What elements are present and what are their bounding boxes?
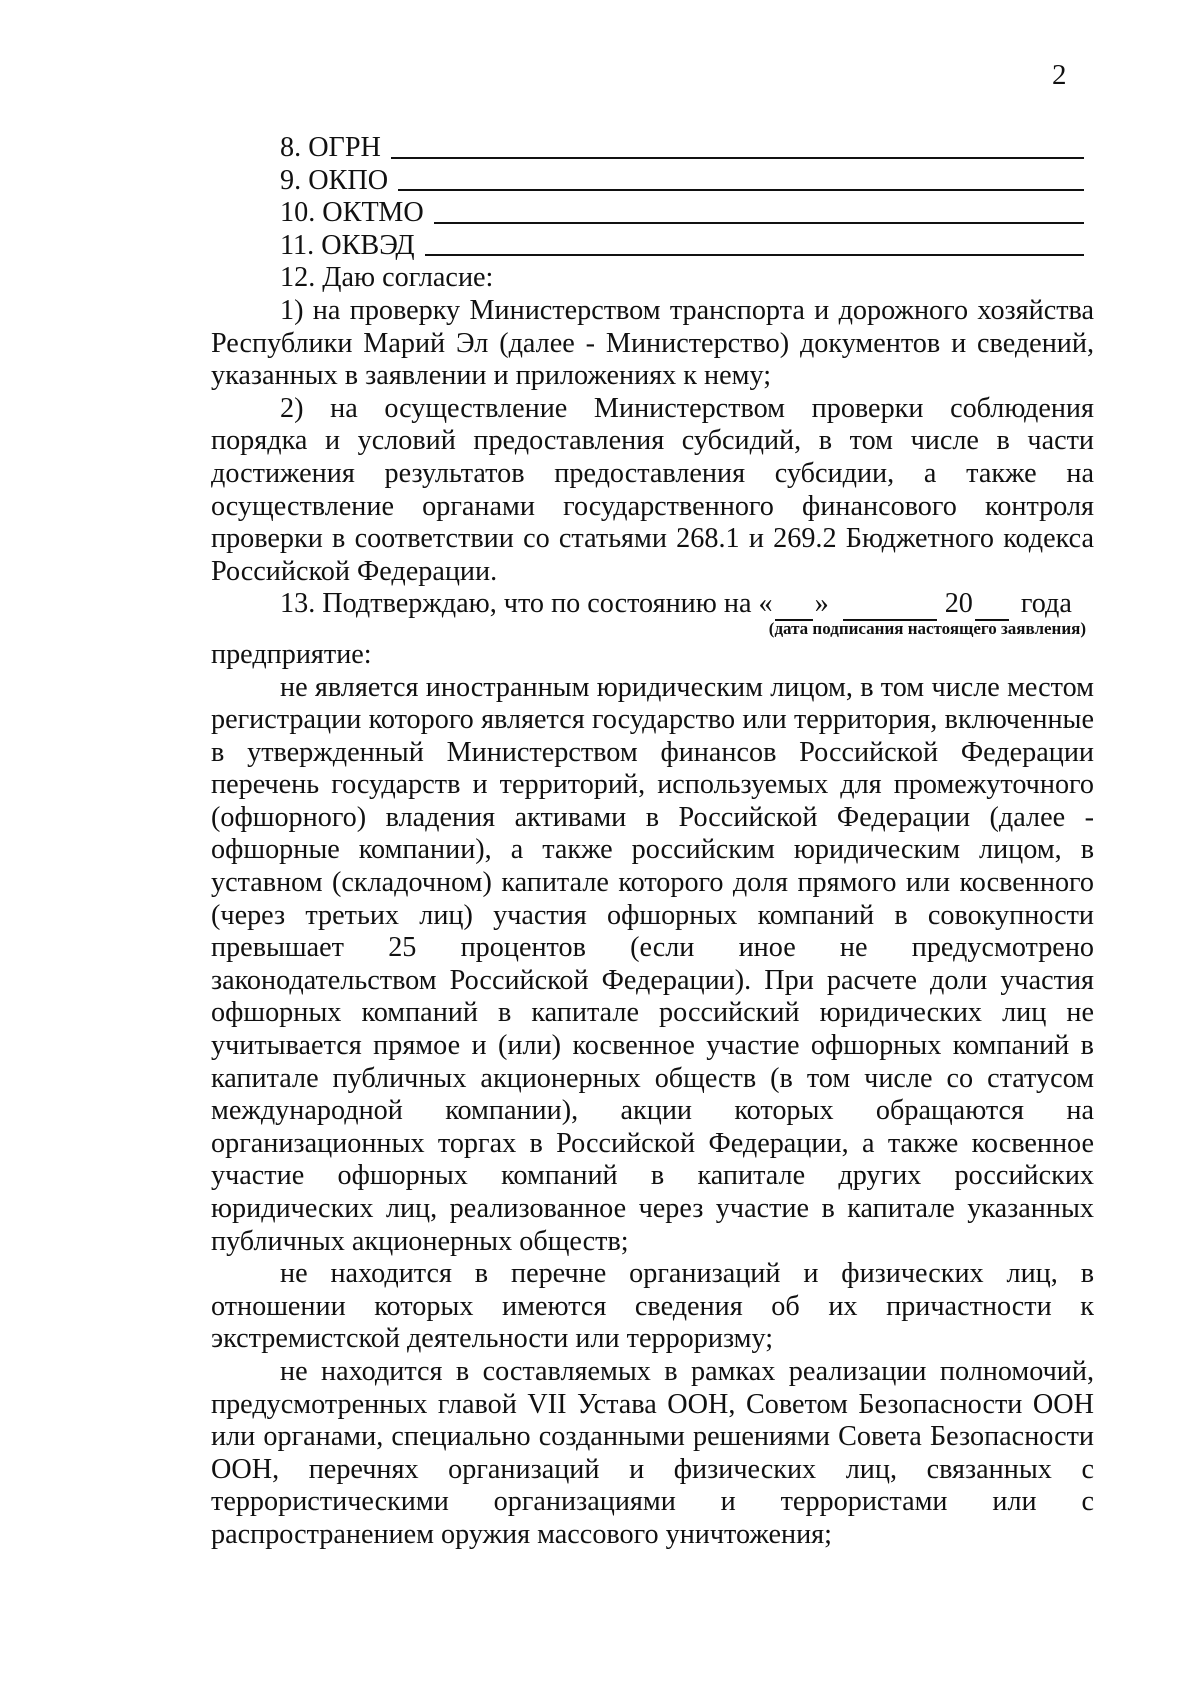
year-suffix: года: [1020, 588, 1072, 620]
field-label: 8. ОГРН: [280, 132, 381, 163]
paragraph-offshore: не является иностранным юридическим лицом, в том числе местом регистрации которого является государство или территория, включенные в утвержденный Министерством финансов Российской Федерации перечень государств и территорий, используемых для промежуточного (офшорного) владения активами в Российской Федерации (далее - офшорные компании), а также российским юридическим лицом, в уставном (складочном) капитале которого доля прямого или косвенного (через третьих лиц) участия офшорных компаний в совокупности превышает 25 процентов (если иное не предусмотрено законодательством Российской Федерации). При расчете доли участия офшорных компаний в капитале российский юридических лиц не учитывается прямое и (или) косвенное участие офшорных компаний в капитале публичных акционерных обществ (в том числе со статусом международной компании), акции которых обращаются на организационных торгах в Российской Федерации, а также косвенное участие офшорных компаний в капитале других российских юридических лиц, реализованное через участие в капитале указанных публичных акционерных обществ;: [211, 671, 1094, 1257]
field-label: 10. ОКТМО: [280, 197, 424, 229]
field-label: 11. ОКВЭД: [280, 229, 415, 261]
field-input-line[interactable]: [398, 189, 1084, 191]
field-input-line[interactable]: [391, 157, 1084, 159]
page-number: 2: [1052, 59, 1067, 91]
field-input-line[interactable]: [434, 222, 1084, 224]
document-body: [211, 132, 1094, 1552]
paragraph-un-lists: не находится в составляемых в рамках реализации полномочий, предусмотренных главой VII Устава ООН, Советом Безопасности ООН или органами, специально созданными решениями Совета Безопасности ООН, перечнях организаций и физических лиц, связанных с террористическими организациями и террористами или с распространением оружия массового уничтожения;: [211, 1355, 1094, 1550]
confirm-prefix: 13. Подтверждаю, что по состоянию на «: [280, 588, 773, 620]
consent-heading: 12. Даю согласие:: [280, 262, 494, 294]
year-prefix: 20: [944, 588, 973, 620]
field-ogrn: [211, 132, 1094, 165]
field-input-line[interactable]: [425, 254, 1084, 256]
paragraph-extremism: не находится в перечне организаций и физических лиц, в отношении которых имеются сведения об их причастности к экстремистской деятельности или терроризму;: [211, 1258, 1094, 1355]
date-caption: (дата подписания настоящего заявления): [768, 618, 1086, 638]
confirm-subject: предприятие:: [211, 638, 372, 670]
month-blank[interactable]: [843, 593, 937, 621]
day-blank[interactable]: [775, 593, 813, 621]
field-label: 9. ОКПО: [280, 164, 389, 196]
field-oktmo: [211, 197, 1094, 230]
consent-item-2: 2) на осуществление Министерством проверки соблюдения порядка и условий предоставления субсидий, в том числе в части достижения результатов предоставления субсидии, а также на осуществление органами государственного финансового контроля проверки в соответствии со статьями 268.1 и 269.2 Бюджетного кодекса Российской Федерации.: [211, 392, 1094, 587]
quote-close: »: [814, 588, 829, 620]
year-blank[interactable]: [975, 593, 1009, 621]
confirm-date-line: [211, 588, 1094, 621]
consent-item-1: 1) на проверку Министерством транспорта и дорожного хозяйства Республики Марий Эл (далее - Министерство) документов и сведений, указанных в заявлении и приложениях к нему;: [211, 294, 1094, 392]
field-okved: [211, 230, 1094, 263]
field-okpo: [211, 165, 1094, 198]
